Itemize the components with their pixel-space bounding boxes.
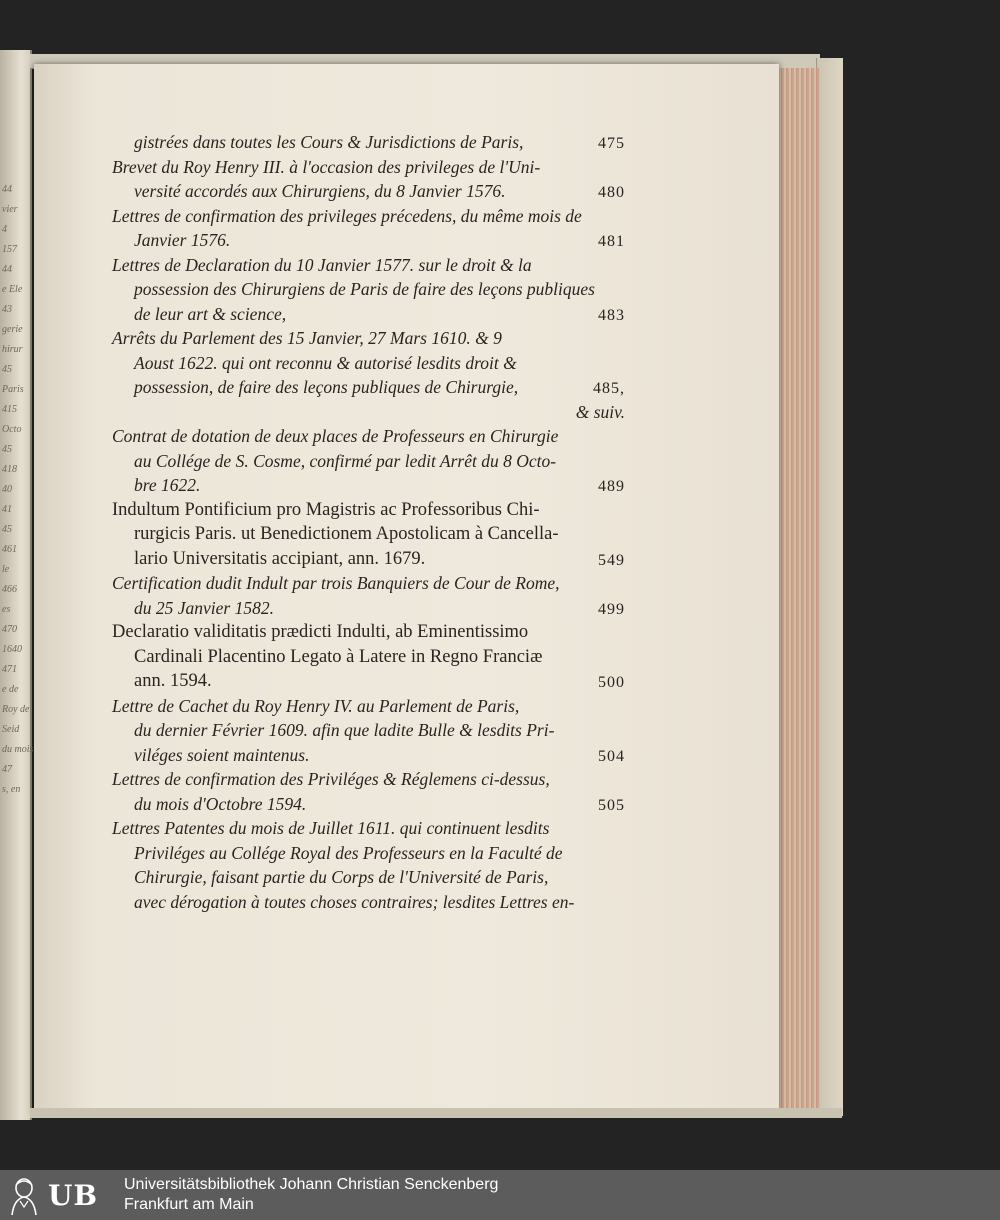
toc-page-number: 549 <box>598 551 625 569</box>
toc-entry <box>112 253 625 327</box>
toc-page-number: 500 <box>598 674 625 691</box>
facing-margin-note: 466 <box>2 584 17 595</box>
facing-margin-note: 45 <box>2 364 12 375</box>
toc-page-number: 475 <box>598 135 625 152</box>
toc-line-text: rurgicis Paris. ut Benedictionem Apostolicam à Cancella- <box>134 524 559 544</box>
toc-page-number: 485, <box>593 380 625 397</box>
toc-entry-line <box>112 130 625 155</box>
toc-line-text: Priviléges au Collége Royal des Professeurs en la Faculté de <box>134 842 563 863</box>
facing-margin-note: 418 <box>2 464 17 475</box>
facing-margin-note: Roy de <box>2 704 30 715</box>
toc-page-number: 489 <box>598 478 625 495</box>
toc-line-text: ann. 1594. <box>134 671 212 691</box>
toc-entry <box>112 571 625 620</box>
toc-entry-line <box>112 596 625 621</box>
toc-entry-line <box>112 571 617 596</box>
toc-entry <box>112 155 625 204</box>
facing-margin-note: 44 <box>2 264 12 275</box>
facing-margin-note: le <box>2 564 10 575</box>
ub-logo-text: UB <box>48 1178 99 1212</box>
toc-entry-line <box>112 400 625 425</box>
facing-margin-note: 43 <box>2 304 12 315</box>
toc-line-text: Janvier 1576. <box>134 230 231 250</box>
senckenberg-bust-icon <box>6 1175 42 1215</box>
toc-line-text: du mois d'Octobre 1594. <box>134 793 307 814</box>
toc-line-text: gistrées dans toutes les Cours & Jurisdictions de Paris, <box>134 132 524 152</box>
toc-line-text: possession des Chirurgiens de Paris de faire des leçons publiques <box>134 279 595 299</box>
toc-entry-line <box>112 204 617 229</box>
toc-entry-line <box>112 326 617 351</box>
facing-margin-note: Octo <box>2 424 22 435</box>
facing-margin-note: Paris <box>2 384 24 395</box>
toc-line-text: Lettre de Cachet du Roy Henry IV. au Parlement de Paris, <box>112 695 520 716</box>
toc-page-number: 499 <box>598 600 625 618</box>
facing-margin-note: 44 <box>2 184 12 195</box>
facing-margin-note: 415 <box>2 404 17 415</box>
toc-entry-line <box>112 253 617 278</box>
toc-line-text: & suiv. <box>575 401 625 422</box>
toc-page-number: 505 <box>598 796 625 814</box>
toc-entry-line <box>112 351 617 376</box>
toc-line-text: Lettres de confirmation des Priviléges & Réglemens ci-dessus, <box>112 769 550 789</box>
toc-line-text: Certification dudit Indult par trois Banquiers de Cour de Rome, <box>112 573 560 593</box>
toc-entry-line <box>112 694 617 719</box>
toc-line-text: Lettres de Declaration du 10 Janvier 1577. sur le droit & la <box>112 254 532 275</box>
toc-line-text: du 25 Janvier 1582. <box>134 597 274 618</box>
facing-margin-note: 47 <box>2 764 12 775</box>
toc-entry-line <box>112 155 617 180</box>
toc-entry <box>112 498 625 572</box>
toc-line-text: Cardinali Placentino Legato à Latere in Regno Franciæ <box>134 646 543 667</box>
institution-line-2: Frankfurt am Main <box>124 1196 254 1213</box>
toc-line-text: Chirurgie, faisant partie du Corps de l'Université de Paris, <box>134 867 549 887</box>
facing-margin-note: 471 <box>2 664 17 675</box>
facing-margin-note: es <box>2 604 11 615</box>
toc-line-text: bre 1622. <box>134 475 201 495</box>
toc-entry-line <box>112 890 617 915</box>
toc-line-text: Aoust 1622. qui ont reconnu & autorisé lesdits droit & <box>134 352 517 373</box>
facing-margin-note: 1640 <box>2 644 22 655</box>
bottom-cover-board <box>30 1108 842 1118</box>
toc-entry-line <box>112 498 617 523</box>
toc-line-text: Lettres de confirmation des privileges précedens, du même mois de <box>112 205 582 226</box>
facing-margin-note: 41 <box>2 504 12 515</box>
toc-entry <box>112 816 617 914</box>
toc-page-number: 504 <box>598 747 625 765</box>
right-cover-board <box>816 58 843 1116</box>
toc-entry-line <box>112 792 625 817</box>
facing-margin-note: 40 <box>2 484 12 495</box>
toc-entry-line <box>112 179 625 204</box>
facing-margin-note: 4 <box>2 224 7 235</box>
toc-line-text: avec dérogation à toutes choses contraires; lesdites Lettres en- <box>134 891 575 912</box>
facing-margin-note: 461 <box>2 544 17 555</box>
toc-line-text: du dernier Février 1609. afin que ladite Bulle & lesdits Pri- <box>134 720 555 740</box>
facing-margin-note: 470 <box>2 624 17 635</box>
toc-entry <box>112 424 625 498</box>
facing-margin-note: e Ele <box>2 284 23 295</box>
toc-entry-line <box>112 645 617 670</box>
toc-page-number: 483 <box>598 306 625 324</box>
facing-margin-note: 45 <box>2 444 12 455</box>
facing-margin-note: vier <box>2 204 18 215</box>
institution-name <box>124 1175 498 1215</box>
toc-line-text: Indultum Pontificium pro Magistris ac Professoribus Chi- <box>112 499 540 520</box>
institution-line-1: Universitätsbibliothek Johann Christian Senckenberg <box>124 1176 499 1193</box>
toc-line-text: lario Universitatis accipiant, ann. 1679. <box>134 548 426 569</box>
toc-entry <box>112 694 625 768</box>
toc-entry-line <box>112 547 625 572</box>
facing-margin-note: 45 <box>2 524 12 535</box>
toc-entry-line <box>112 865 617 890</box>
facing-margin-note: e de <box>2 684 19 695</box>
toc-line-text: de leur art & science, <box>134 303 287 324</box>
toc-entry-line <box>112 620 617 645</box>
toc-line-text: Brevet du Roy Henry III. à l'occasion des privileges de l'Uni- <box>112 156 541 177</box>
toc-entry <box>112 620 625 694</box>
toc-entry <box>112 130 625 155</box>
toc-entry-line <box>112 718 617 743</box>
toc-entry-line <box>112 277 617 302</box>
toc-entry-line <box>112 473 625 498</box>
toc-line-text: possession, de faire des leçons publiques de Chirurgie, <box>134 377 519 397</box>
toc-line-text: viléges soient maintenus. <box>134 744 310 765</box>
toc-entry-line <box>112 767 617 792</box>
toc-entry-line <box>112 449 617 474</box>
toc-entry-line <box>112 816 617 841</box>
toc-entry-line <box>112 375 625 400</box>
toc-page-number: 480 <box>598 184 625 201</box>
toc-entry-line <box>112 424 617 449</box>
toc-line-text: versité accordés aux Chirurgiens, du 8 Janvier 1576. <box>134 181 506 201</box>
facing-margin-note: 157 <box>2 244 17 255</box>
ub-logo[interactable] <box>6 1174 114 1216</box>
facing-margin-note: du mois <box>2 744 34 755</box>
toc-line-text: Arrêts du Parlement des 15 Janvier, 27 Mars 1610. & 9 <box>112 328 502 348</box>
toc-entry-line <box>112 841 617 866</box>
toc-entry-line <box>112 669 625 694</box>
toc-line-text: Declaratio validitatis prædicti Indulti, ab Eminentissimo <box>112 622 529 642</box>
toc-entry <box>112 326 625 424</box>
facing-page-edge <box>0 50 32 1120</box>
toc-line-text: Contrat de dotation de deux places de Professeurs en Chirurgie <box>112 426 559 446</box>
toc-entry <box>112 767 625 816</box>
toc-entry-line <box>112 302 625 327</box>
toc-page-number: 481 <box>598 233 625 250</box>
facing-margin-note: hirur <box>2 344 23 355</box>
toc-entry <box>112 204 625 253</box>
toc-entry-line <box>112 228 625 253</box>
table-of-contents-text <box>112 130 625 914</box>
facing-page-margin-text <box>2 180 34 800</box>
toc-entry-line <box>112 743 625 768</box>
facing-margin-note: gerie <box>2 324 23 335</box>
facing-margin-note: Seid <box>2 724 20 735</box>
library-footer <box>0 1170 1000 1220</box>
toc-line-text: Lettres Patentes du mois de Juillet 1611. qui continuent lesdits <box>112 818 550 838</box>
facing-margin-note: s, en <box>2 784 21 795</box>
toc-line-text: au Collége de S. Cosme, confirmé par ledit Arrêt du 8 Octo- <box>134 450 557 471</box>
toc-entry-line <box>112 522 617 547</box>
